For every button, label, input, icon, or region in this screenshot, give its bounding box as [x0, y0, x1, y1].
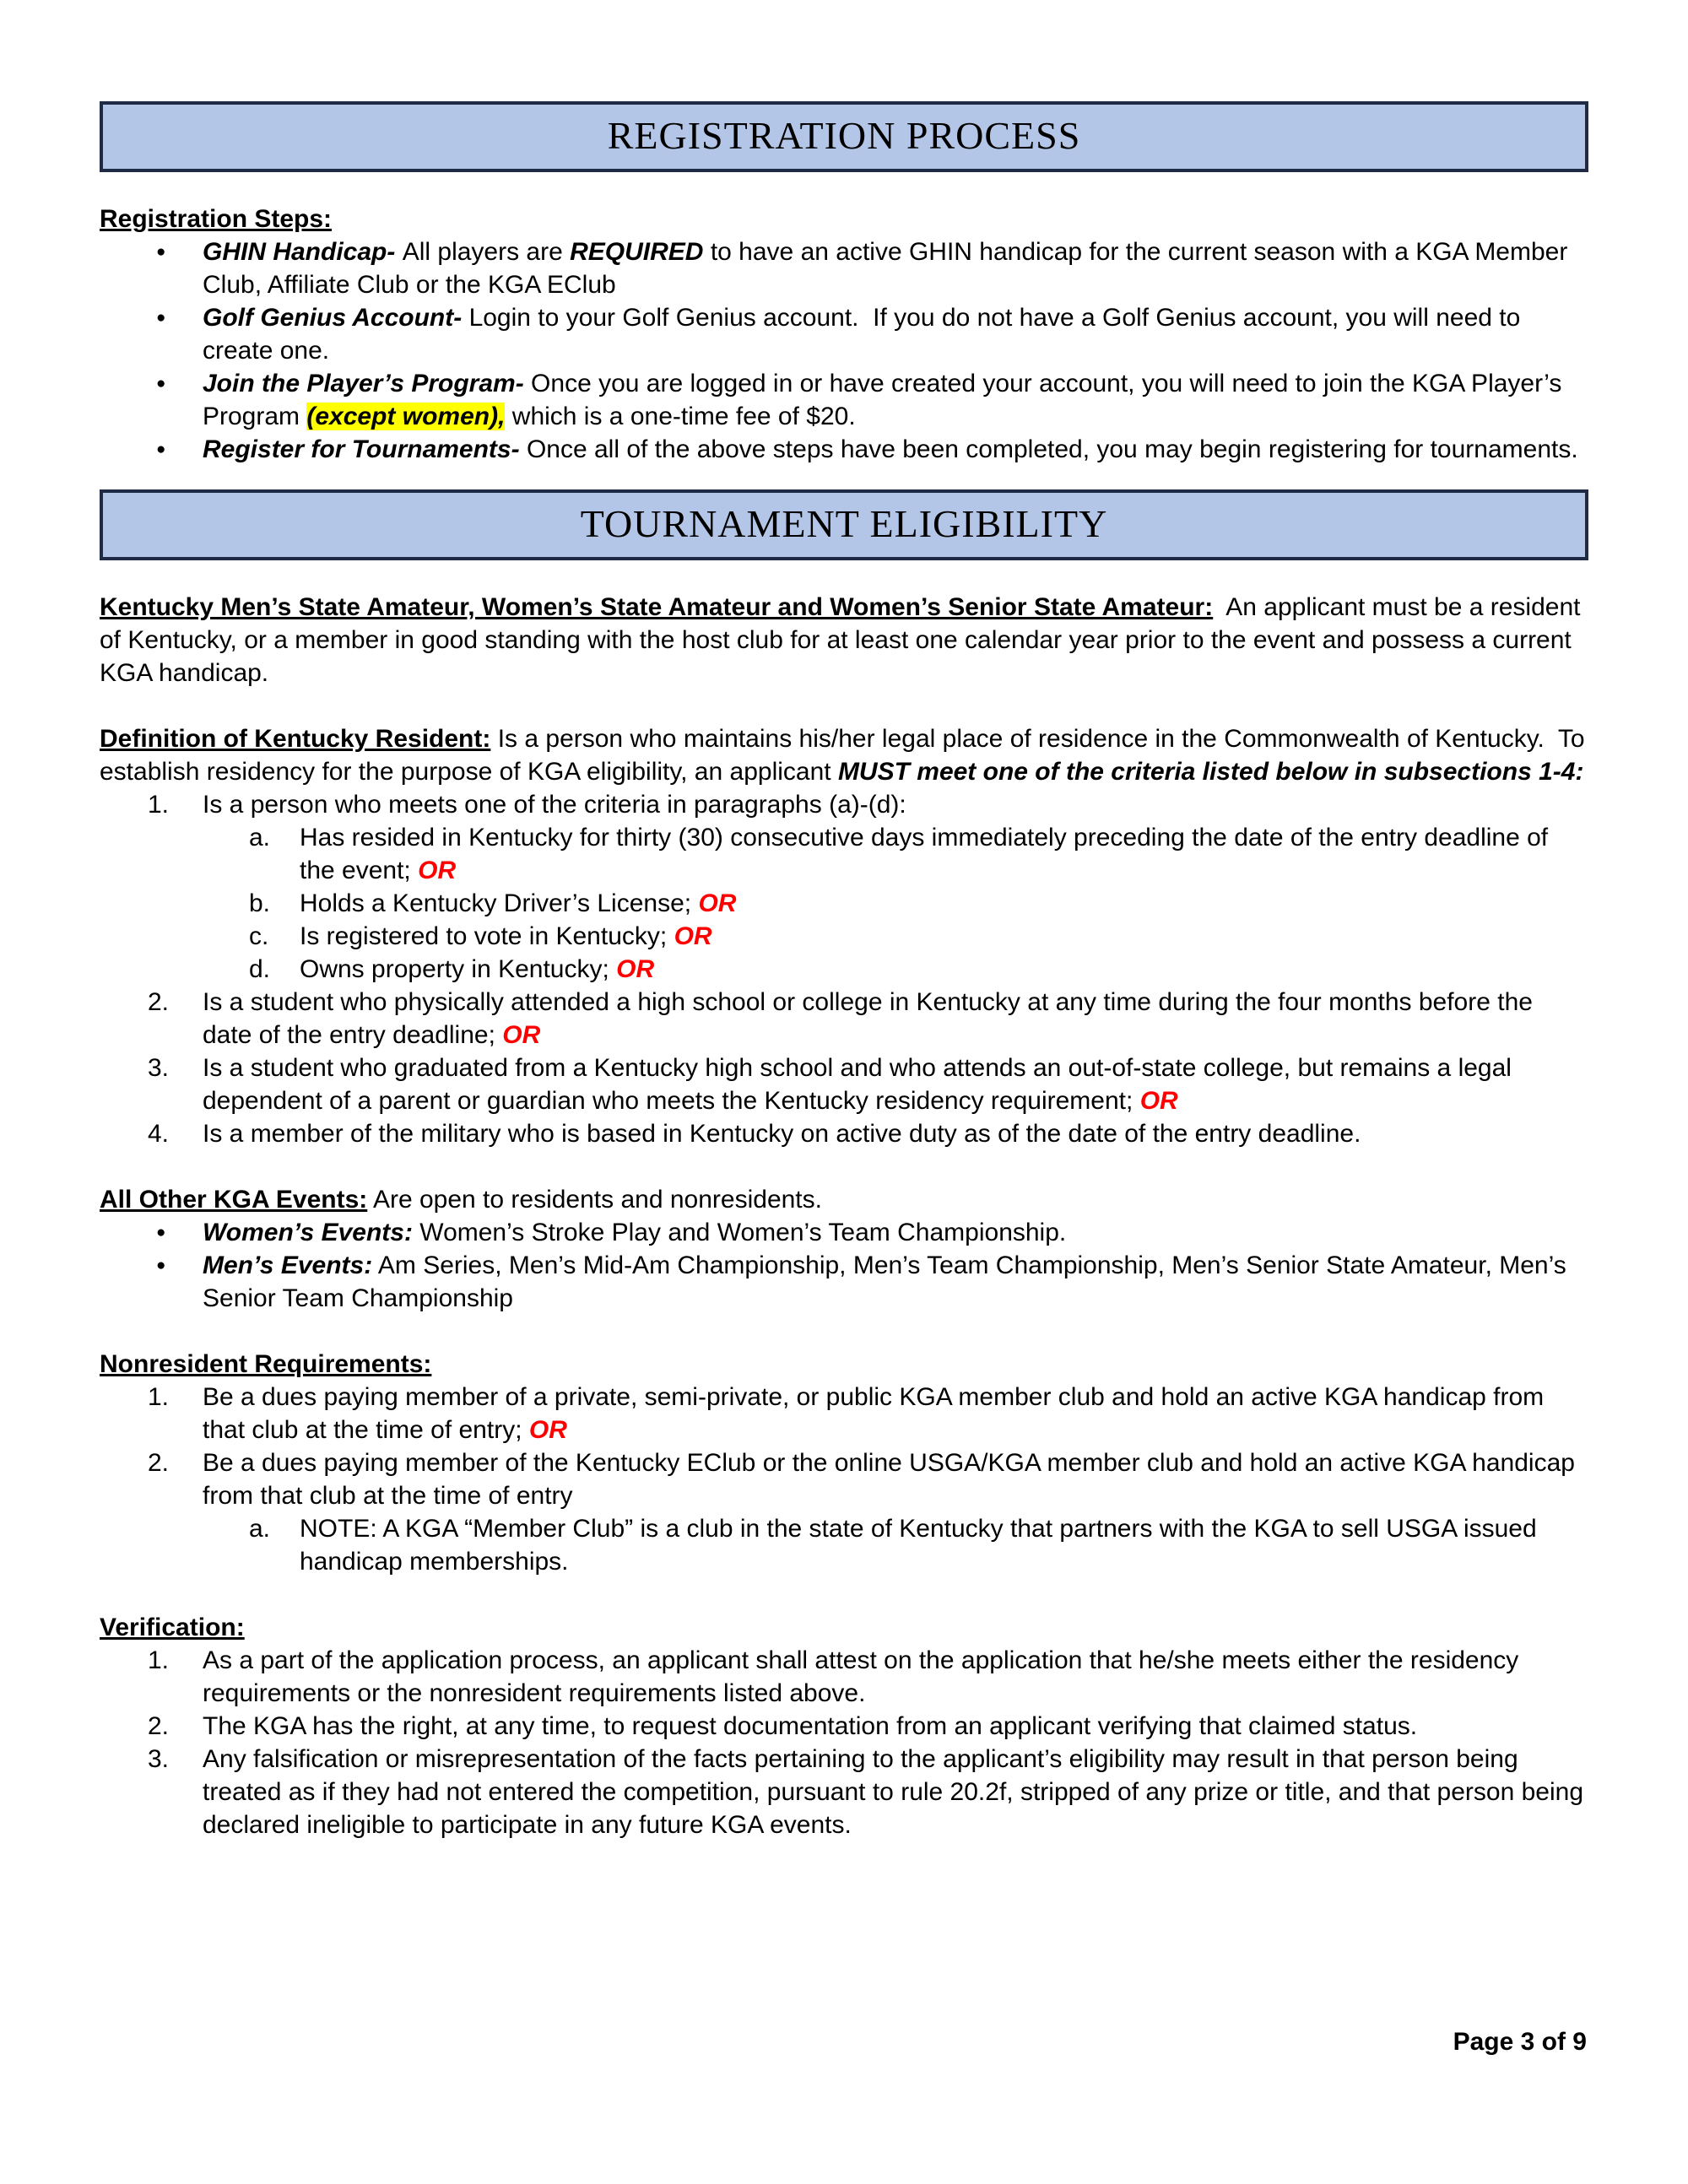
residency-criteria-item: [100, 1117, 1588, 1150]
letter-marker: a.: [249, 824, 271, 851]
number-marker: 2.: [148, 1449, 170, 1477]
number-marker: 3.: [148, 1054, 170, 1082]
list-item-text: Holds a Kentucky Driver’s License; OR: [300, 889, 737, 917]
list-item-text: The KGA has the right, at any time, to request documentation from an applicant verifying that claimed status.: [203, 1712, 1418, 1740]
verification-item: [100, 1710, 1588, 1743]
list-item: [100, 301, 1588, 367]
banner-title: REGISTRATION PROCESS: [607, 114, 1081, 157]
list-item-text: Owns property in Kentucky; OR: [300, 955, 655, 983]
bullet-marker: ●: [156, 375, 166, 392]
kentucky-resident-definition-paragraph: Definition of Kentucky Resident: Is a person who maintains his/her legal place of residence in the Commonwealth of Kentucky. To establish residency for the purpose of KGA eligibility, an applicant MUST meet one of the criteria listed below in subsections 1-4:: [100, 725, 1592, 786]
residency-sub-criteria-item: [100, 953, 1588, 986]
list-item-text: Is a student who graduated from a Kentucky high school and who attends an out-of-state college, but remains a legal dependent of a parent or guardian who meets the Kentucky residency requirement; OR: [203, 1054, 1519, 1115]
residency-sub-criteria-item: [100, 920, 1588, 953]
letter-marker: d.: [249, 955, 271, 983]
list-item: [100, 367, 1588, 433]
list-item-text: GHIN Handicap- All players are REQUIRED to have an active GHIN handicap for the current season with a KGA Member Club, Affiliate Club or the KGA EClub: [203, 238, 1575, 299]
residency-sub-criteria-item: [100, 821, 1588, 887]
list-item-text: Any falsification or misrepresentation of the facts pertaining to the applicant’s eligibility may result in that person being treated as if they had not entered the competition, pursuant to rule 20.2f, stripped of any prize or title, and that person being declared ineligible to participate in any future KGA events.: [203, 1745, 1591, 1839]
nonresident-requirements-heading: Nonresident Requirements:: [100, 1350, 432, 1378]
number-marker: 2.: [148, 988, 170, 1016]
list-item-text: Be a dues paying member of a private, semi-private, or public KGA member club and hold an active KGA handicap from that club at the time of entry; OR: [203, 1383, 1551, 1444]
bullet-marker: ●: [156, 441, 166, 458]
nonresident-requirement-item: [100, 1381, 1588, 1446]
list-item: [100, 433, 1588, 466]
list-item-text: Be a dues paying member of the Kentucky EClub or the online USGA/KGA member club and hold an active KGA handicap from that club at the time of entry: [203, 1449, 1582, 1510]
number-marker: 1.: [148, 791, 170, 819]
bullet-marker: ●: [156, 243, 166, 261]
residency-criteria-item: [100, 1051, 1588, 1117]
list-item: [100, 1249, 1588, 1315]
list-item-text: NOTE: A KGA “Member Club” is a club in the state of Kentucky that partners with the KGA to sell USGA issued handicap memberships.: [300, 1515, 1545, 1576]
list-item-text: Is registered to vote in Kentucky; OR: [300, 922, 712, 950]
list-item-text: Women’s Events: Women’s Stroke Play and Women’s Team Championship.: [203, 1219, 1067, 1246]
registration-process-banner: [100, 101, 1588, 172]
page-number: Page 3 of 9: [1453, 2028, 1587, 2056]
number-marker: 2.: [148, 1712, 170, 1740]
list-item-text: Men’s Events: Am Series, Men’s Mid-Am Championship, Men’s Team Championship, Men’s Senior State Amateur, Men’s Senior Team Championship: [203, 1251, 1574, 1312]
list-item-text: Has resided in Kentucky for thirty (30) consecutive days immediately preceding the date of the entry deadline of the event; OR: [300, 824, 1555, 884]
list-item-text: Is a person who meets one of the criteria in paragraphs (a)-(d):: [203, 791, 906, 819]
nonresident-note-item: [100, 1512, 1588, 1578]
number-marker: 1.: [148, 1383, 170, 1411]
letter-marker: c.: [249, 922, 269, 950]
letter-marker: a.: [249, 1515, 271, 1543]
residency-sub-criteria-item: [100, 887, 1588, 920]
letter-marker: b.: [249, 889, 271, 917]
list-item-text: Join the Player’s Program- Once you are logged in or have created your account, you will need to join the KGA Player’s Program (except women), which is a one-time fee of $20.: [203, 370, 1569, 430]
tournament-eligibility-banner: [100, 489, 1588, 560]
banner-title: TOURNAMENT ELIGIBILITY: [580, 502, 1108, 545]
bullet-marker: ●: [156, 1224, 166, 1241]
state-amateur-eligibility-paragraph: Kentucky Men’s State Amateur, Women’s State Amateur and Women’s Senior State Amateur: An applicant must be a resident of Kentucky, or a member in good standing with the host club for at least one calendar year prior to the event and possess a current KGA handicap.: [100, 593, 1588, 687]
list-item-text: Golf Genius Account- Login to your Golf Genius account. If you do not have a Golf Genius account, you will need to create one.: [203, 304, 1528, 365]
list-item: [100, 235, 1588, 301]
list-item-text: Is a member of the military who is based in Kentucky on active duty as of the date of the entry deadline.: [203, 1120, 1361, 1148]
residency-criteria-item: [100, 986, 1588, 1051]
verification-heading: Verification:: [100, 1614, 245, 1641]
number-marker: 3.: [148, 1745, 170, 1773]
all-other-kga-events-paragraph: All Other KGA Events: Are open to residents and nonresidents.: [100, 1186, 822, 1214]
residency-criteria-item: [100, 788, 1588, 821]
list-item-text: Register for Tournaments- Once all of the above steps have been completed, you may begin registering for tournaments.: [203, 435, 1578, 463]
verification-item: [100, 1743, 1591, 1841]
bullet-marker: ●: [156, 1257, 166, 1274]
nonresident-requirement-item: [100, 1446, 1588, 1512]
number-marker: 4.: [148, 1120, 170, 1148]
list-item-text: As a part of the application process, an applicant shall attest on the application that he/she meets either the residency requirements or the nonresident requirements listed above.: [203, 1646, 1526, 1707]
number-marker: 1.: [148, 1646, 170, 1674]
bullet-marker: ●: [156, 309, 166, 327]
verification-item: [100, 1644, 1588, 1710]
registration-steps-heading: Registration Steps:: [100, 205, 333, 233]
list-item-text: Is a student who physically attended a high school or college in Kentucky at any time during the four months before the date of the entry deadline; OR: [203, 988, 1540, 1049]
list-item: [100, 1216, 1588, 1249]
